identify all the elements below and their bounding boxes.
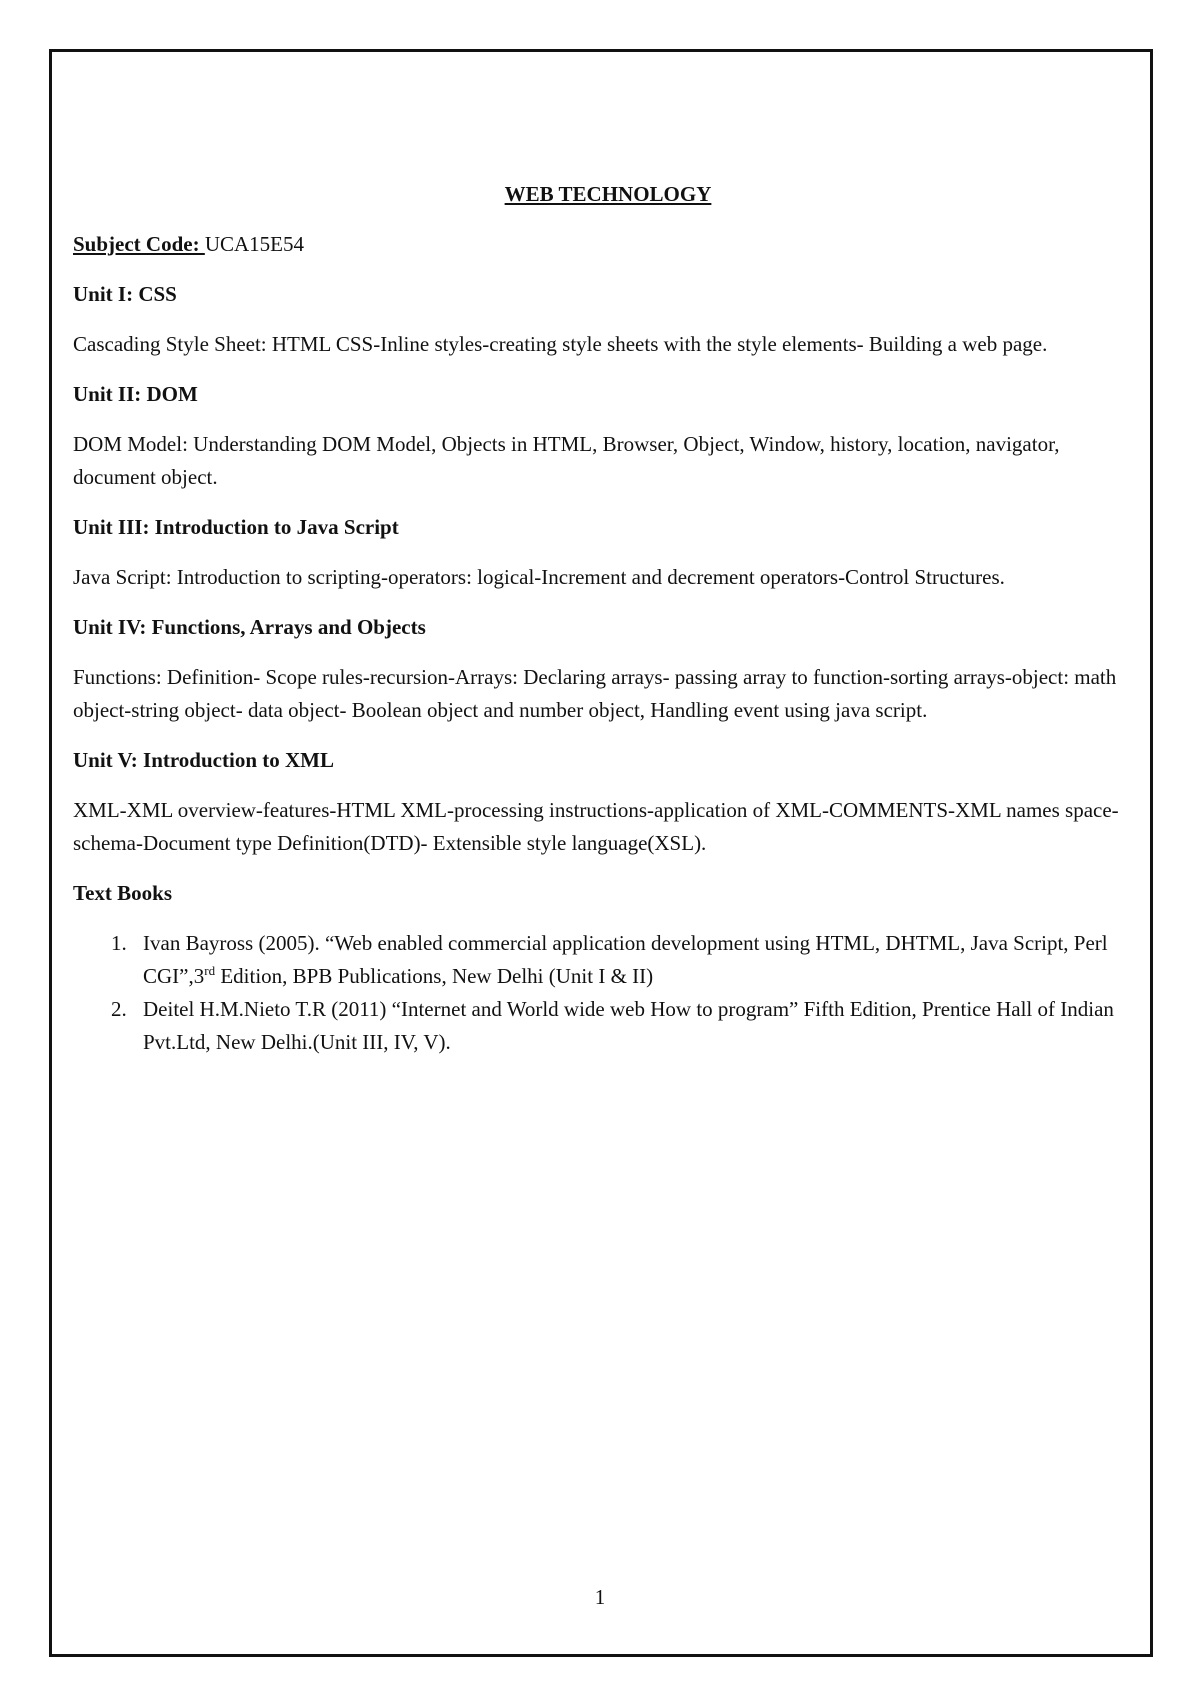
text-books-list bbox=[73, 927, 1143, 1059]
list-item bbox=[73, 993, 1143, 1059]
unit-heading: Unit V: Introduction to XML bbox=[73, 748, 334, 772]
unit-1 bbox=[73, 278, 1143, 361]
unit-description: Java Script: Introduction to scripting-operators: logical-Increment and decrement operators-Control Structures. bbox=[73, 565, 1005, 589]
list-item-number: 2. bbox=[111, 997, 127, 1021]
unit-4 bbox=[73, 611, 1143, 727]
unit-2 bbox=[73, 378, 1143, 494]
text-books-heading: Text Books bbox=[73, 881, 173, 905]
unit-description: XML-XML overview-features-HTML XML-processing instructions-application of XML-COMMENTS-XML names space-schema-Document type Definition(DTD)- Extensible style language(XSL). bbox=[73, 798, 1119, 855]
book-text: Ivan Bayross (2005). “Web enabled commercial application development using HTML, DHTML, Java Script, Perl CGI”,3 bbox=[143, 931, 1108, 988]
unit-description: Functions: Definition- Scope rules-recursion-Arrays: Declaring arrays- passing array to function-sorting arrays-object: math object-string object- data object- Boolean object and number object, Handling event using java script. bbox=[73, 665, 1117, 722]
unit-3 bbox=[73, 511, 1143, 594]
subject-code-line bbox=[73, 228, 1143, 261]
book-text-end: Edition, BPB Publications, New Delhi (Unit I & II) bbox=[215, 964, 654, 988]
unit-5 bbox=[73, 744, 1143, 860]
unit-heading: Unit III: Introduction to Java Script bbox=[73, 515, 399, 539]
unit-heading: Unit I: CSS bbox=[73, 282, 177, 306]
list-item bbox=[73, 927, 1143, 993]
list-item-number: 1. bbox=[111, 931, 127, 955]
document-body bbox=[73, 178, 1143, 1059]
book-text: Deitel H.M.Nieto T.R (2011) “Internet and World wide web How to program” Fifth Edition, Prentice Hall of Indian Pvt.Ltd, New Delhi.(Unit III, IV, V). bbox=[143, 997, 1114, 1054]
unit-heading: Unit II: DOM bbox=[73, 382, 198, 406]
unit-heading: Unit IV: Functions, Arrays and Objects bbox=[73, 615, 426, 639]
page-number: 1 bbox=[594, 1585, 606, 1609]
document-title: WEB TECHNOLOGY bbox=[504, 182, 712, 206]
subject-code-value: UCA15E54 bbox=[204, 232, 304, 256]
book-superscript: rd bbox=[204, 963, 216, 978]
unit-description: DOM Model: Understanding DOM Model, Objects in HTML, Browser, Object, Window, history, location, navigator, document object. bbox=[73, 432, 1060, 489]
unit-description: Cascading Style Sheet: HTML CSS-Inline styles-creating style sheets with the style elements- Building a web page. bbox=[73, 332, 1048, 356]
subject-code-label: Subject Code: bbox=[73, 232, 205, 256]
